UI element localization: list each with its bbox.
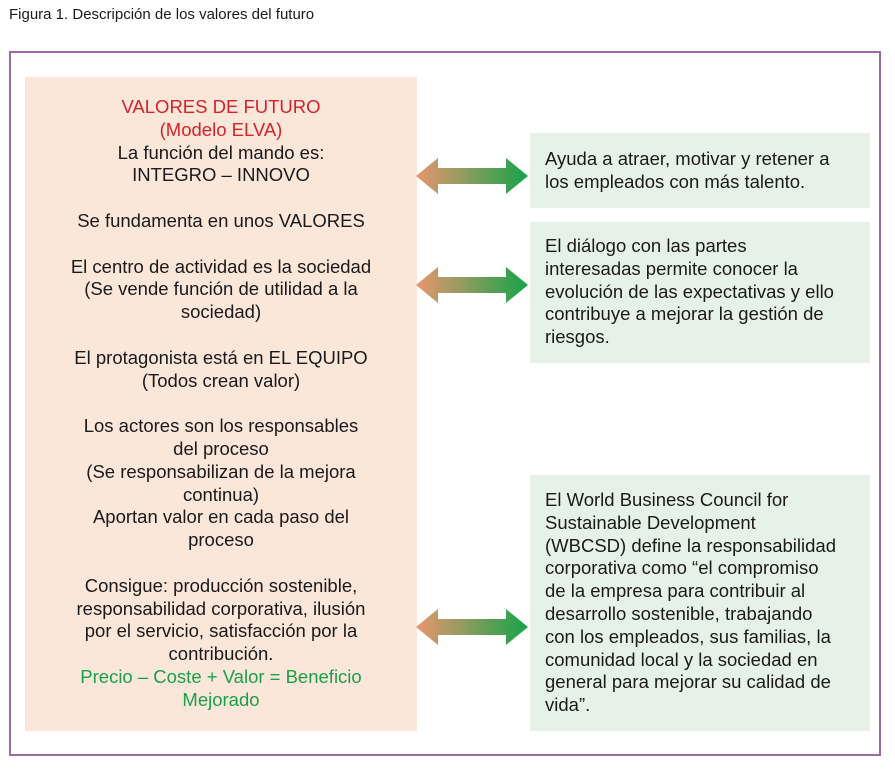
dialogue-line-3: evolución de las expectativas y ello bbox=[545, 280, 834, 302]
dialogue-line-4: contribuye a mejorar la gestión de bbox=[545, 303, 824, 325]
figure-caption: Figura 1. Descripción de los valores del futuro bbox=[9, 6, 315, 23]
protagonista-line-1: El protagonista está en EL EQUIPO bbox=[74, 346, 368, 368]
fundamenta-line: Se fundamenta en unos VALORES bbox=[77, 209, 365, 231]
values-panel bbox=[25, 77, 417, 731]
wbcsd-line-8: comunidad local y la sociedad en bbox=[545, 648, 818, 670]
talent-line-2: los empleados con más talento. bbox=[545, 170, 806, 192]
dialogue-line-1: El diálogo con las partes bbox=[545, 235, 747, 256]
actores-line-5: Aportan valor en cada paso del bbox=[92, 506, 350, 528]
protagonista-line-2: (Todos crean valor) bbox=[141, 369, 301, 391]
spacer bbox=[25, 324, 417, 347]
wbcsd-line-7: con los empleados, sus familias, la bbox=[545, 625, 831, 647]
integro-line: INTEGRO – INNOVO bbox=[132, 164, 310, 186]
spacer bbox=[25, 552, 417, 575]
centro-line-3: sociedad) bbox=[180, 301, 262, 323]
consigue-line-2: responsabilidad corporativa, ilusión bbox=[76, 597, 366, 619]
mando-line: La función del mando es: bbox=[117, 141, 325, 163]
consigue-line-3: por el servicio, satisfacción por la bbox=[84, 620, 358, 642]
benefit-box-dialogue bbox=[530, 222, 870, 363]
spacer bbox=[25, 233, 417, 256]
dialogue-line-5: riesgos. bbox=[545, 326, 610, 348]
centro-line-2: (Se vende función de utilidad a la bbox=[84, 278, 358, 300]
wbcsd-line-2: Sustainable Development bbox=[545, 511, 756, 533]
benefit-box-talent bbox=[530, 133, 870, 208]
wbcsd-line-6: desarrollo sostenible, trabajando bbox=[545, 602, 813, 624]
wbcsd-line-10: vida”. bbox=[545, 694, 591, 716]
wbcsd-line-4: corporativa como “el compromiso bbox=[545, 557, 819, 579]
consigue-line-4: contribución. bbox=[168, 643, 274, 665]
values-title: VALORES DE FUTURO bbox=[121, 96, 321, 117]
wbcsd-line-5: de la empresa para contribuir al bbox=[545, 580, 806, 602]
benefit-box-wbcsd bbox=[530, 475, 870, 731]
centro-line-1: El centro de actividad es la sociedad bbox=[70, 255, 372, 277]
dialogue-line-2: interesadas permite conocer la bbox=[545, 257, 798, 279]
formula-line-1: Precio – Coste + Valor = Beneficio bbox=[80, 665, 362, 687]
spacer bbox=[25, 392, 417, 415]
values-subtitle: (Modelo ELVA) bbox=[159, 118, 283, 140]
spacer bbox=[25, 187, 417, 210]
formula-line-2: Mejorado bbox=[182, 688, 260, 710]
actores-line-3: (Se responsabilizan de la mejora bbox=[86, 460, 356, 482]
actores-line-1: Los actores son los responsables bbox=[83, 415, 359, 437]
wbcsd-line-9: general para mejorar su calidad de bbox=[545, 671, 831, 693]
consigue-line-1: Consigue: producción sostenible, bbox=[84, 574, 358, 596]
talent-line-1: Ayuda a atraer, motivar y retener a bbox=[545, 148, 830, 169]
actores-line-6: proceso bbox=[188, 529, 254, 551]
double-arrow-icon bbox=[416, 265, 528, 305]
double-arrow-icon bbox=[416, 156, 528, 196]
actores-line-2: del proceso bbox=[173, 437, 269, 459]
double-arrow-icon bbox=[416, 607, 528, 647]
actores-line-4: continua) bbox=[182, 483, 260, 505]
wbcsd-line-3: (WBCSD) define la responsabilidad bbox=[545, 534, 836, 556]
wbcsd-line-1: El World Business Council for bbox=[545, 489, 789, 510]
